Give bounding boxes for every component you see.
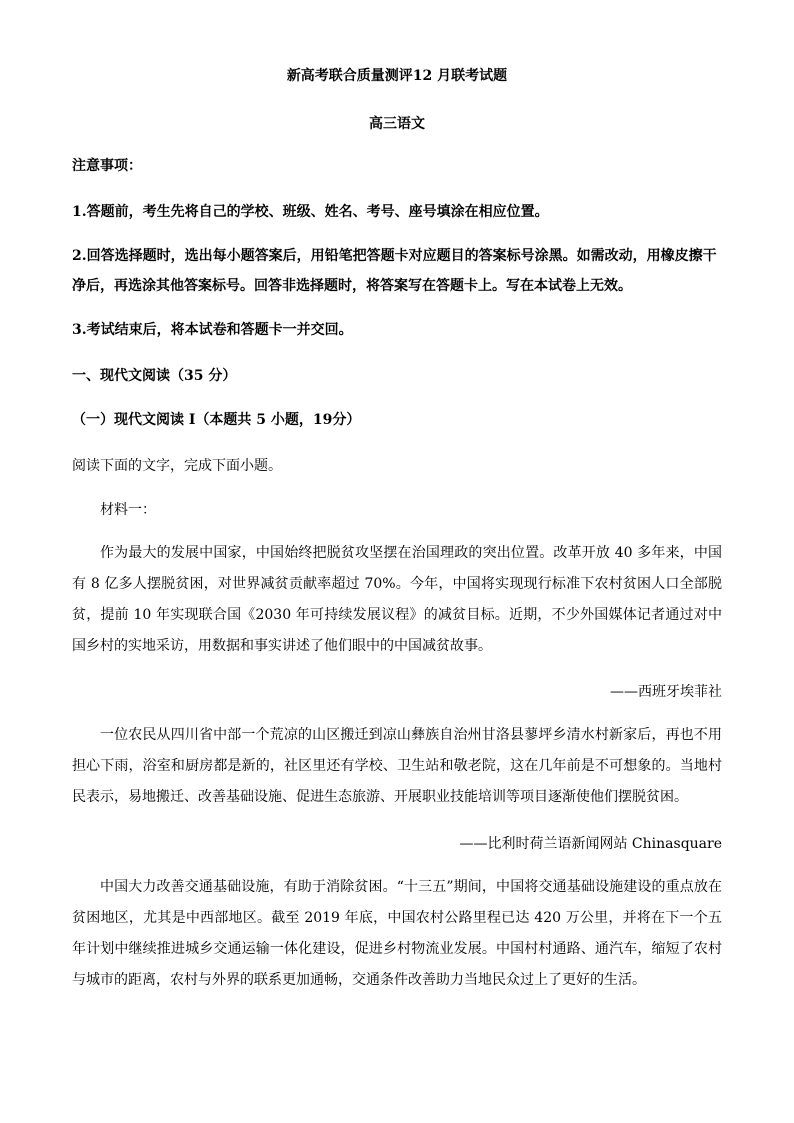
- notice-item-3: 3.考试结束后，将本试卷和答题卡一并交回。: [72, 322, 353, 338]
- reading-instruction: 阅读下面的文字，完成下面小题。: [72, 458, 282, 474]
- source-label-1: ——西班牙埃菲社: [610, 684, 722, 700]
- section-heading: 一、现代文阅读（35 分）: [72, 368, 237, 384]
- notice-item-1: 1.答题前，考生先将自己的学校、班级、姓名、考号、座号填涂在相应位置。: [72, 204, 549, 220]
- sub-section-heading: （一）现代文阅读 I（本题共 5 小题，19分）: [72, 412, 361, 428]
- notice-item-2-line-1: 2.回答选择题时，选出每小题答案后，用铅笔把答题卡对应题目的答案标号涂黑。如需改动，用橡皮擦干: [72, 248, 717, 264]
- material-paragraph-1: 作为最大的发展中国家，中国始终把脱贫攻坚摆在治国理政的突出位置。改革开放 40 多年来，中国有 8 亿多人摆脱贫困，对世界减贫贡献率超过 70%。今年，中国将实现现行标准下农村贫困人口全部脱贫，提前 10 年实现联合国《2030 年可持续发展议程》的减贫目标。近期，不少外国媒体记者通过对中国乡村的实地采访，用数据和事实讲述了他们眼中的中国减贫故事。: [72, 545, 722, 654]
- material-paragraph-2: 一位农民从四川省中部一个荒凉的山区搬迁到凉山彝族自治州甘洛县蓼坪乡清水村新家后，再也不用担心下雨，浴室和厨房都是新的，社区里还有学校、卫生站和敬老院，这在几年前是不可想象的。当地村民表示，易地搬迁、改善基础设施、促进生态旅游、开展职业技能培训等项目逐渐使他们摆脱贫困。: [72, 727, 722, 805]
- exam-subtitle: 高三语文: [369, 116, 425, 132]
- exam-title: 新高考联合质量测评12 月联考试题: [286, 68, 508, 84]
- material-paragraph-3: 中国大力改善交通基础设施，有助于消除贫困。“十三五”期间，中国将交通基础设施建设的重点放在贫困地区，尤其是中西部地区。截至 2019 年底，中国农村公路里程已达 420 万公里，并将在下一个五年计划中继续推进城乡交通运输一体化建设，促进乡村物流业发展。中国村村通路、通汽车，缩短了农村与城市的距离，农村与外界的联系更加通畅，交通条件改善助力当地民众过上了更好的生活。: [72, 879, 722, 988]
- notice-item-2-line-2: 净后，再选涂其他答案标号。回答非选择题时，将答案写在答题卡上。写在本试卷上无效。: [72, 278, 632, 294]
- source-label-2: ——比利时荷兰语新闻网站 Chinasquare: [459, 836, 722, 852]
- notice-heading: 注意事项：: [72, 158, 142, 174]
- material-label: 材料一：: [100, 502, 156, 518]
